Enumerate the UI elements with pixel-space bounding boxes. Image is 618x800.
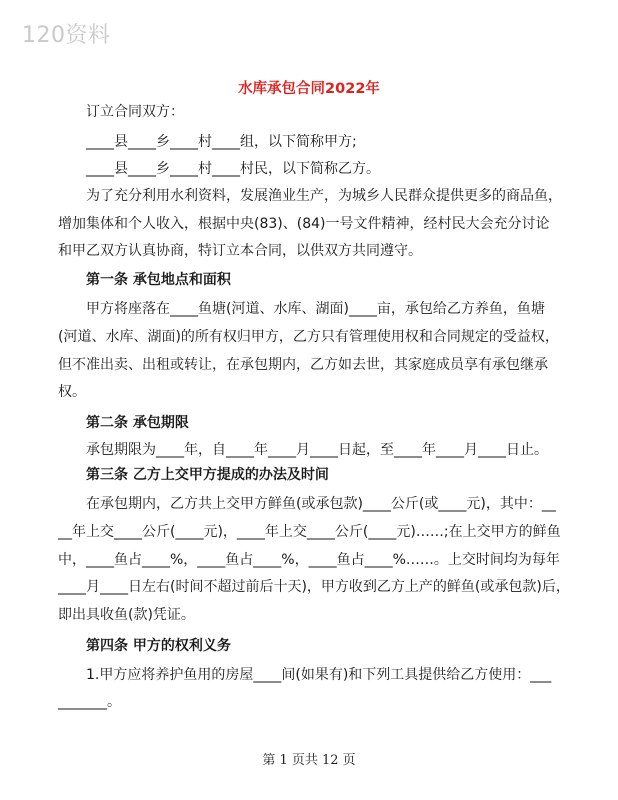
paragraph-line: ____县____乡____村____组，以下简称甲方;: [86, 134, 357, 150]
paragraph-line: 订立合同双方：: [86, 104, 184, 120]
paragraph-line: 即出具收鱼(款)凭证。: [58, 607, 195, 623]
paragraph-line: 但不准出卖、出租或转让，在承包期内，乙方如去世，其家庭成员享有承包继承: [58, 357, 548, 373]
paragraph-line: 甲方将座落在____鱼塘(河道、水库、湖面)____亩，承包给乙方养鱼，鱼塘: [86, 301, 545, 317]
paragraph-line: (河道、水库、湖面)的所有权归甲方，乙方只有管理使用权和合同规定的受益权，: [58, 329, 559, 345]
paragraph-line: ____月____日左右(时间不超过前后十天)，甲方收到乙方上产的鲜鱼(或承包款)后，: [58, 579, 570, 595]
paragraph-line: 和甲乙双方认真协商，特订立本合同，以供双方共同遵守。: [58, 243, 422, 259]
section-heading: 第三条 乙方上交甲方提成的办法及时间: [86, 467, 329, 483]
page-footer: 第 1 页共 12 页: [262, 753, 356, 768]
watermark-logo: 120资料: [22, 23, 111, 48]
section-heading: 第二条 承包期限: [86, 415, 189, 431]
section-heading: 第四条 甲方的权利义务: [86, 638, 231, 654]
paragraph-line: 在承包期内，乙方共上交甲方鲜鱼(或承包款)____公斤(或____元)，其中：__: [86, 496, 556, 512]
paragraph-line: 1.甲方应将养护鱼用的房屋____间(如果有)和下列工具提供给乙方使用：___: [86, 667, 552, 683]
paragraph-line: 增加集体和个人收入，根据中央(83)、(84)一号文件精神，经村民大会充分讨论: [58, 216, 550, 232]
paragraph-line: __年上交____公斤(____元)，____年上交____公斤(____元)……;在上交甲方的鲜鱼: [58, 524, 561, 540]
paragraph-line: _______。: [58, 694, 121, 710]
paragraph-line: 权。: [58, 384, 86, 400]
paragraph-line: 为了充分利用水利资料，发展渔业生产，为城乡人民群众提供更多的商品鱼，: [86, 188, 562, 204]
paragraph-line: 承包期限为____年，自____年____月____日起，至____年____月____日止。: [86, 442, 548, 458]
document-title: 水库承包合同2022年: [238, 81, 380, 97]
section-heading: 第一条 承包地点和面积: [86, 272, 231, 288]
paragraph-line: ____县____乡____村____村民，以下简称乙方。: [86, 161, 380, 177]
paragraph-line: 中，____鱼占____%，____鱼占____%，____鱼占____%……。上交时间均为每年: [58, 552, 560, 568]
